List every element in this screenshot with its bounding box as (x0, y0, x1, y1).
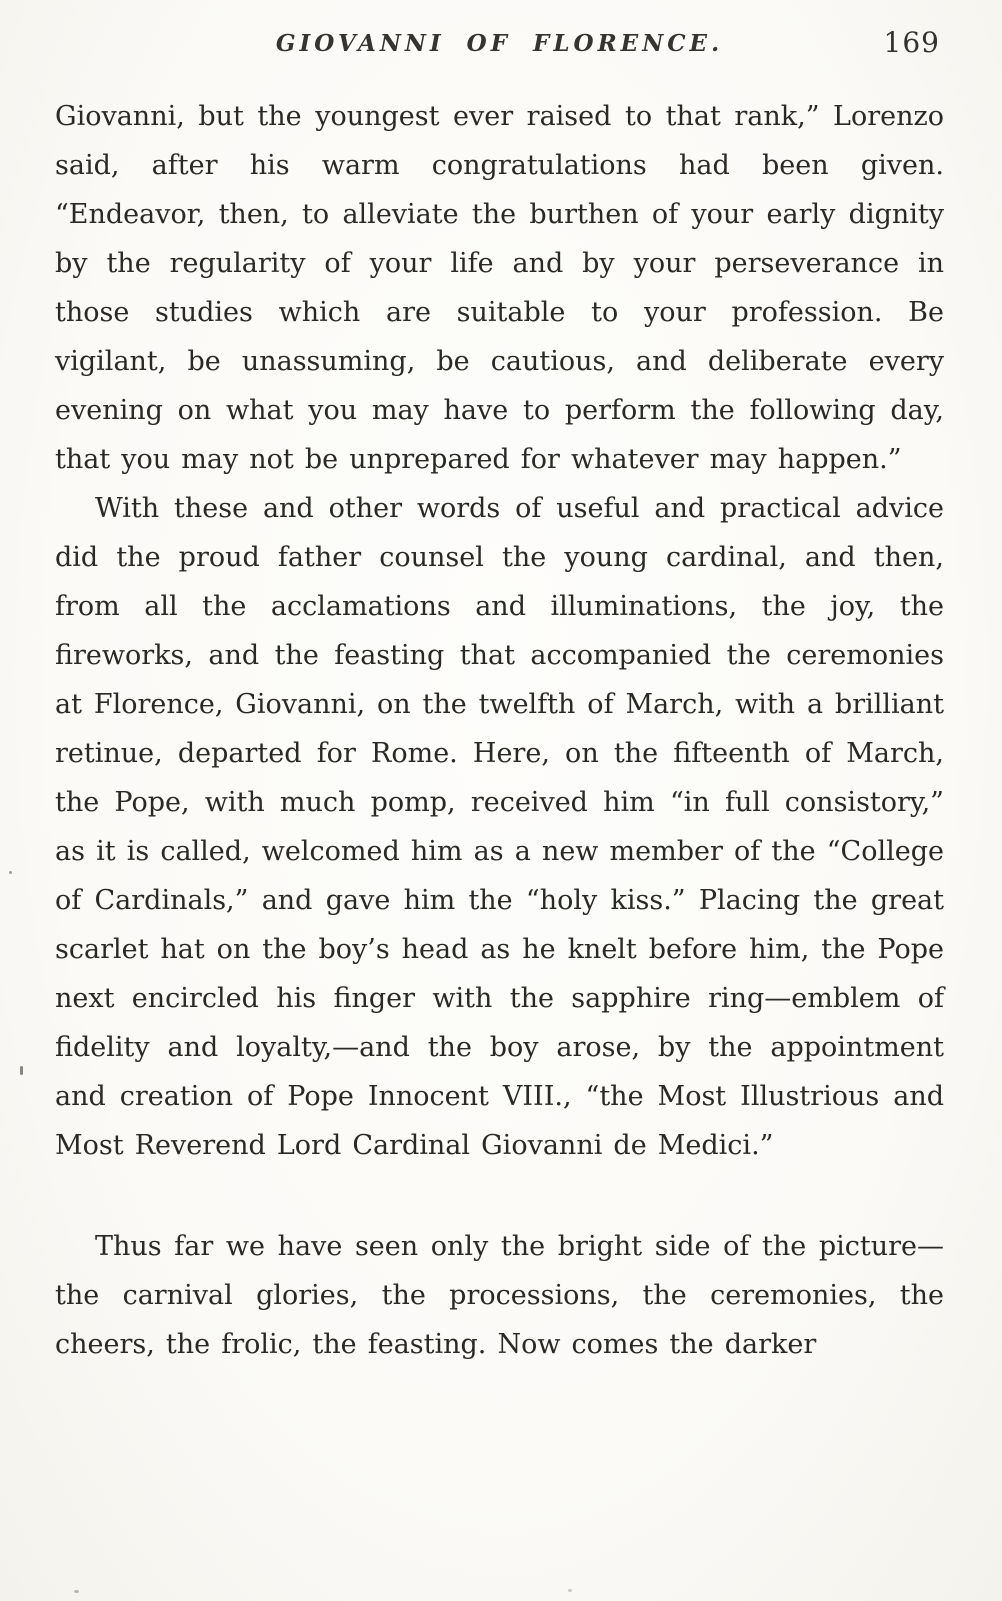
scan-artifact (74, 1590, 79, 1593)
page-header (55, 24, 944, 68)
running-title: GIOVANNI OF FLORENCE. (275, 30, 724, 57)
scan-artifact (20, 1066, 23, 1075)
scan-artifact (9, 871, 12, 874)
body-text (55, 92, 944, 1369)
page-number: 169 (883, 26, 940, 59)
paragraph: Giovanni, but the youngest ever raised to that rank,” Lorenzo said, after his warm congratulations had been given. “Endeavor, then, to alleviate the burthen of your early dignity by the regularity of your life and by your perseverance in those studies which are suitable to your profession. Be vigilant, be unassuming, be cautious, and deliberate every evening on what you may have to perform the following day, that you may not be unprepared for whatever may happen.” (55, 101, 944, 475)
paragraph: Thus far we have seen only the bright side of the picture—the carnival glories, the processions, the ceremonies, the cheers, the frolic, the feasting. Now comes the darker (55, 1231, 944, 1360)
scan-artifact (568, 1589, 572, 1592)
paragraph: With these and other words of useful and practical advice did the proud father counsel the young cardinal, and then, from all the acclamations and illuminations, the joy, the fireworks, and the feasting that accompanied the ceremonies at Florence, Giovanni, on the twelfth of March, with a brilliant retinue, departed for Rome. Here, on the fifteenth of March, the Pope, with much pomp, received him “in full consistory,” as it is called, welcomed him as a new member of the “College of Cardinals,” and gave him the “holy kiss.” Placing the great scarlet hat on the boy’s head as he knelt before him, the Pope next encircled his finger with the sapphire ring—emblem of fidelity and loyalty,—and the boy arose, by the appointment and creation of Pope Innocent VIII., “the Most Illustrious and Most Reverend Lord Cardinal Giovanni de Medici.” (55, 493, 944, 1161)
